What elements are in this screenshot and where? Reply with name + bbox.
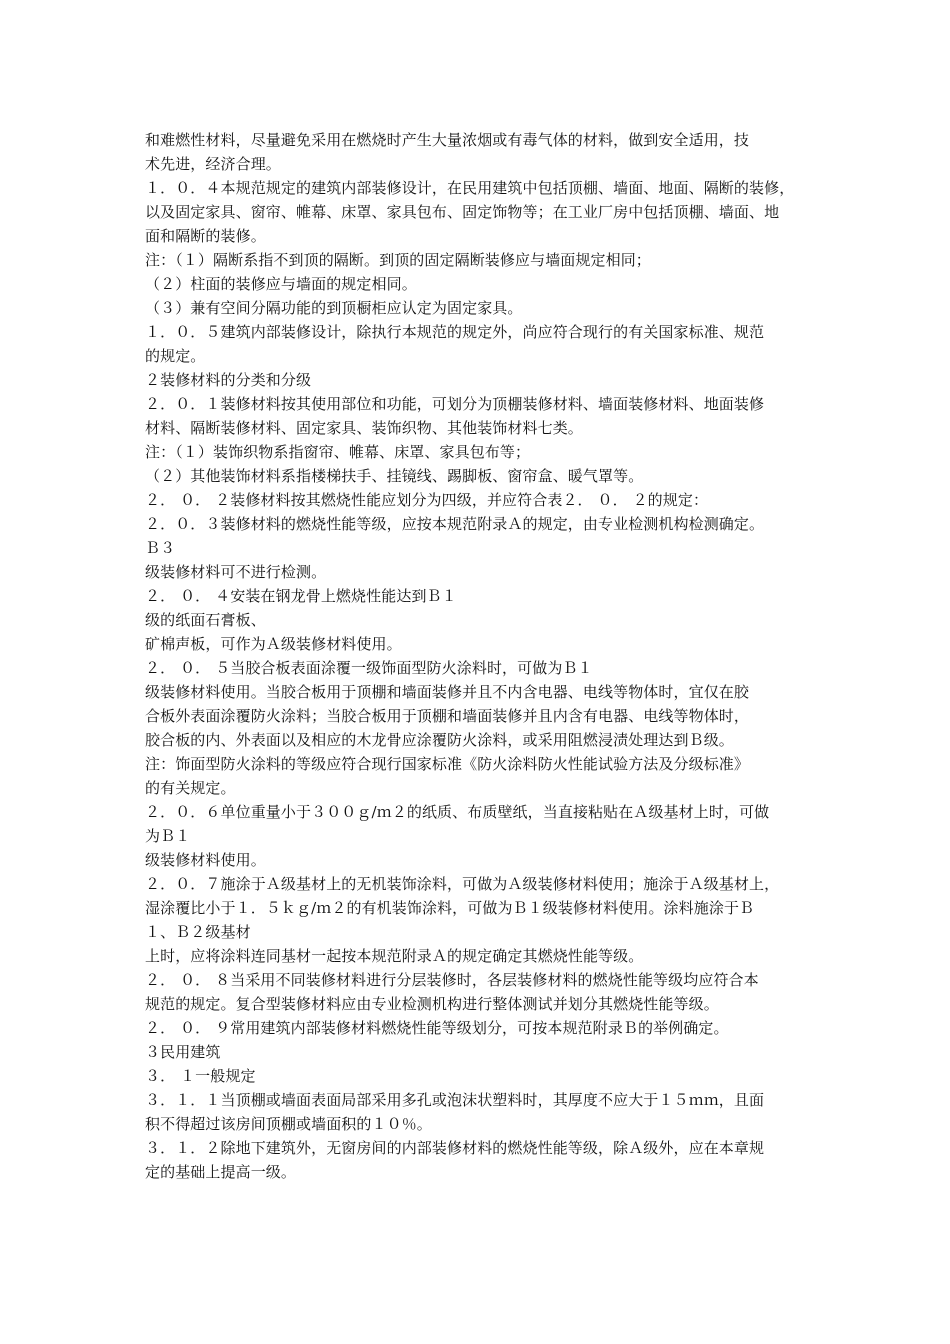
text-line: 级装修材料使用。当胶合板用于顶棚和墙面装修并且不内含电器、电线等物体时，宜仅在胶 (145, 683, 750, 701)
text-line: １．０．４本规范规定的建筑内部装修设计，在民用建筑中包括顶棚、墙面、地面、隔断的装修， (145, 179, 795, 197)
text-line: ２． ０． ５当胶合板表面涂覆一级饰面型防火涂料时，可做为Ｂ１ (145, 659, 593, 677)
text-line: 为Ｂ１ (145, 827, 191, 845)
text-line: 注：（１）装饰织物系指窗帘、帷幕、床罩、家具包布等； (145, 443, 531, 461)
text-line: （２）柱面的装修应与墙面的规定相同。 (145, 275, 417, 293)
text-line: ２．０．３装修材料的燃烧性能等级，应按本规范附录Ａ的规定，由专业检测机构检测确定。 (145, 515, 765, 533)
text-line: 注：（１）隔断系指不到顶的隔断。到顶的固定隔断装修应与墙面规定相同； (145, 251, 651, 269)
text-line: ２．０．７施涂于Ａ级基材上的无机装饰涂料，可做为Ａ级装修材料使用；施涂于Ａ级基材上， (145, 875, 780, 893)
text-line: 的有关规定。 (145, 779, 236, 797)
text-line: 规范的规定。复合型装修材料应由专业检测机构进行整体测试并划分其燃烧性能等级。 (145, 995, 719, 1013)
text-line: １、Ｂ２级基材 (145, 923, 251, 941)
text-line: ２． ０． ８当采用不同装修材料进行分层装修时，各层装修材料的燃烧性能等级均应符合本 (145, 971, 759, 989)
text-line: 术先进，经济合理。 (145, 155, 281, 173)
text-line: ２． ０． ４安装在钢龙骨上燃烧性能达到Ｂ１ (145, 587, 457, 605)
text-line: ２装修材料的分类和分级 (145, 371, 312, 389)
text-line: ３． １一般规定 (145, 1067, 256, 1085)
text-line: 定的基础上提高一级。 (145, 1163, 297, 1181)
text-line: ２． ０． ９常用建筑内部装修材料燃烧性能等级划分，可按本规范附录Ｂ的举例确定。 (145, 1019, 729, 1037)
document-body (145, 128, 813, 1184)
text-line: 上时，应将涂料连同基材一起按本规范附录Ａ的规定确定其燃烧性能等级。 (145, 947, 644, 965)
text-line: 合板外表面涂覆防火涂料；当胶合板用于顶棚和墙面装修并且内含有电器、电线等物体时， (145, 707, 750, 725)
text-line: ２．０．１装修材料按其使用部位和功能，可划分为顶棚装修材料、墙面装修材料、地面装修 (145, 395, 765, 413)
text-line: ２．０．６单位重量小于３００ｇ/ｍ２的纸质、布质壁纸，当直接粘贴在Ａ级基材上时，可做 (145, 803, 770, 821)
text-line: （３）兼有空间分隔功能的到顶橱柜应认定为固定家具。 (145, 299, 523, 317)
text-line: 湿涂覆比小于１．５ｋｇ/ｍ２的有机装饰涂料，可做为Ｂ１级装修材料使用。涂料施涂于Ｂ (145, 899, 755, 917)
text-line: 级的纸面石膏板、 (145, 611, 266, 629)
text-line: ３民用建筑 (145, 1043, 221, 1061)
text-line: ３．１．２除地下建筑外，无窗房间的内部装修材料的燃烧性能等级，除Ａ级外，应在本章规 (145, 1139, 765, 1157)
text-line: 胶合板的内、外表面以及相应的木龙骨应涂覆防火涂料，或采用阻燃浸渍处理达到Ｂ级。 (145, 731, 734, 749)
text-line: ２． ０． ２装修材料按其燃烧性能应划分为四级，并应符合表２． ０． ２的规定： (145, 491, 709, 509)
text-line: 面和隔断的装修。 (145, 227, 266, 245)
text-line: ３．１．１当顶棚或墙面表面局部采用多孔或泡沫状塑料时，其厚度不应大于１５ｍｍ，且面 (145, 1091, 765, 1109)
text-line: 以及固定家具、窗帘、帷幕、床罩、家具包布、固定饰物等；在工业厂房中包括顶棚、墙面、地 (145, 203, 780, 221)
text-line: 的规定。 (145, 347, 206, 365)
text-line: Ｂ３ (145, 539, 176, 557)
text-line: １．０．５建筑内部装修设计，除执行本规范的规定外，尚应符合现行的有关国家标准、规范 (145, 323, 765, 341)
text-line: 积不得超过该房间顶棚或墙面积的１０％。 (145, 1115, 432, 1133)
text-line: 注：饰面型防火涂料的等级应符合现行国家标准《防火涂料防火性能试验方法及分级标准》 (145, 755, 750, 773)
text-line: 级装修材料使用。 (145, 851, 266, 869)
text-line: 矿棉声板，可作为Ａ级装修材料使用。 (145, 635, 402, 653)
text-line: （２）其他装饰材料系指楼梯扶手、挂镜线、踢脚板、窗帘盒、暖气罩等。 (145, 467, 644, 485)
text-line: 材料、隔断装修材料、固定家具、装饰织物、其他装饰材料七类。 (145, 419, 583, 437)
text-line: 级装修材料可不进行检测。 (145, 563, 327, 581)
text-line: 和难燃性材料，尽量避免采用在燃烧时产生大量浓烟或有毒气体的材料，做到安全适用，技 (145, 131, 750, 149)
